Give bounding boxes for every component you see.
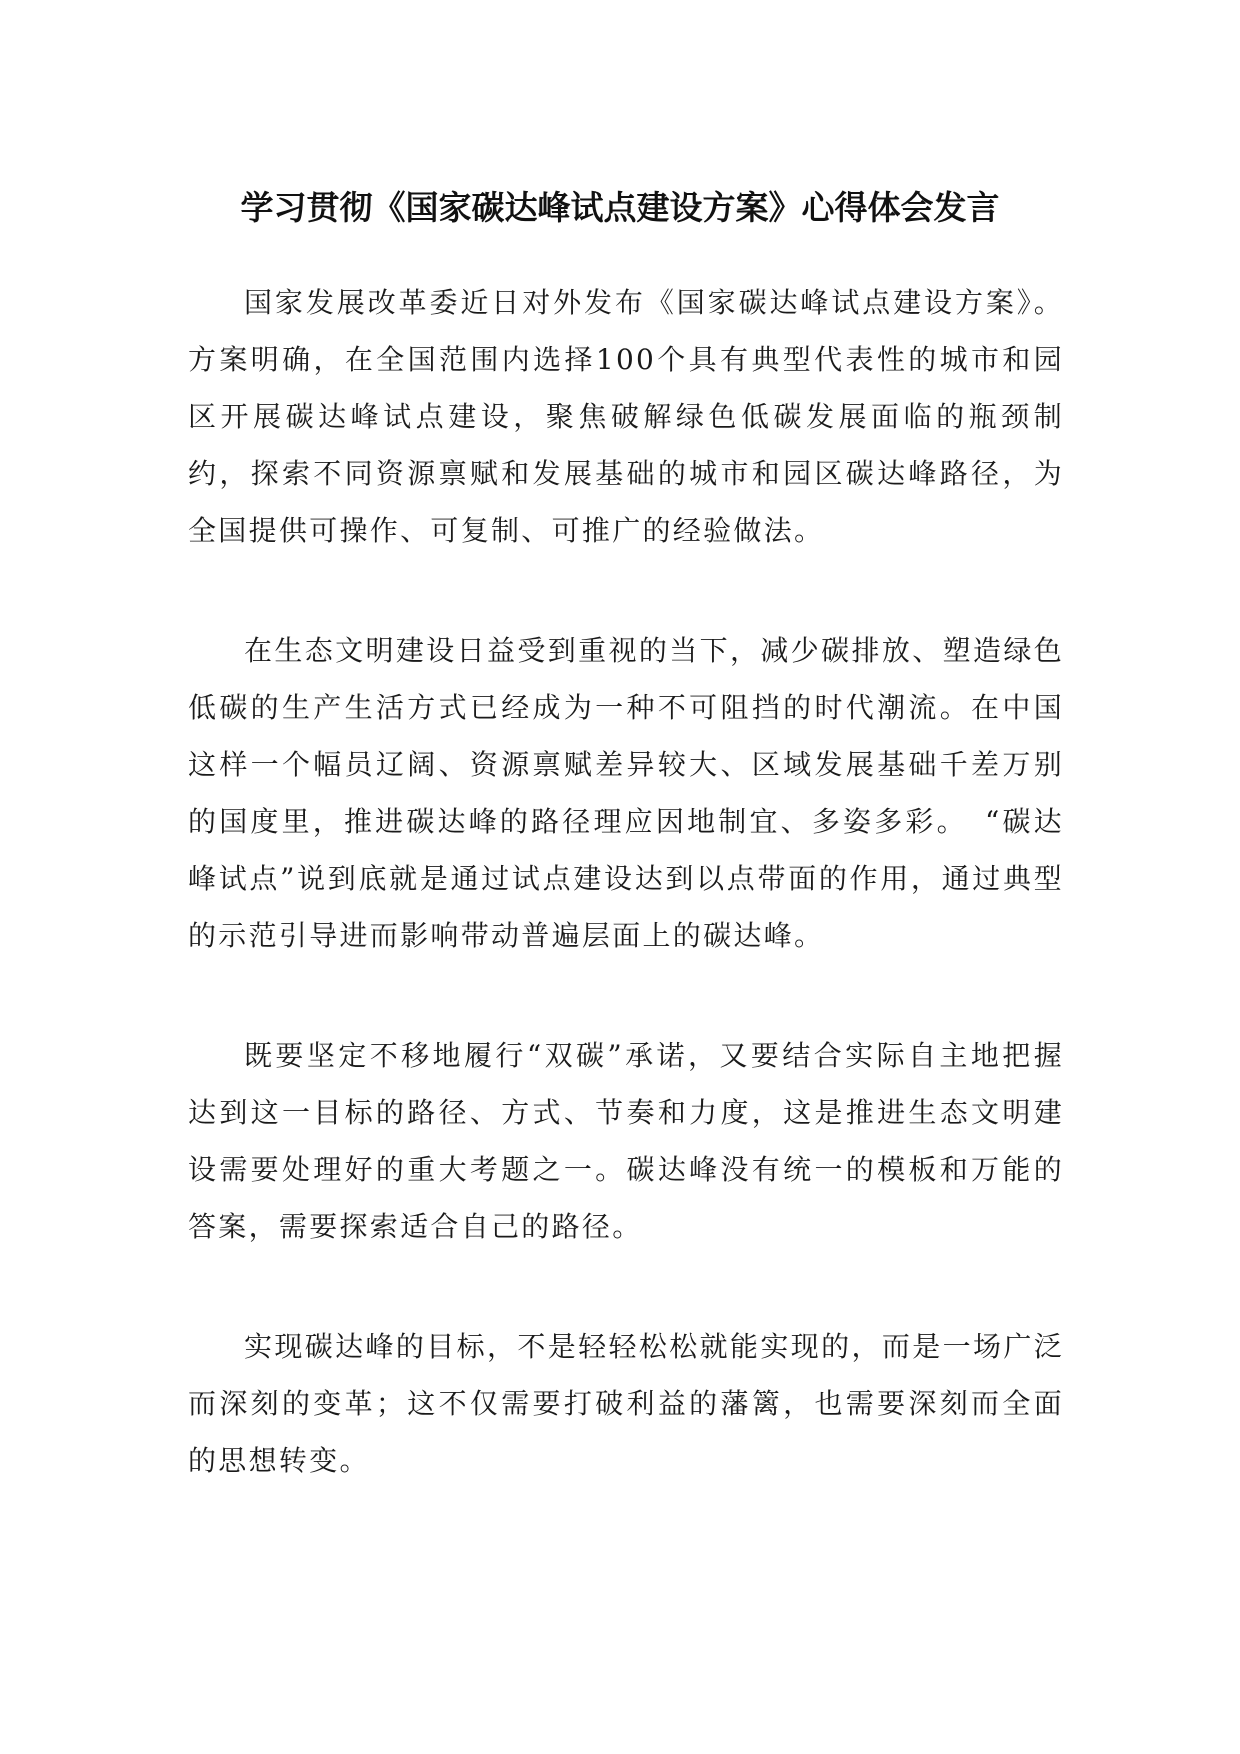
paragraph-4: 实现碳达峰的目标，不是轻轻松松就能实现的，而是一场广泛而深刻的变革；这不仅需要打破利益的藩篱，也需要深刻而全面的思想转变。 bbox=[188, 1330, 1064, 1477]
document-title: 学习贯彻《国家碳达峰试点建设方案》心得体会发言 bbox=[240, 188, 1000, 227]
document-body bbox=[188, 274, 1064, 1489]
paragraph-3: 既要坚定不移地履行“双碳”承诺，又要结合实际自主地把握达到这一目标的路径、方式、节奏和力度，这是推进生态文明建设需要处理好的重大考题之一。碳达峰没有统一的模板和万能的答案，需要探索适合自己的路径。 bbox=[188, 1039, 1064, 1243]
paragraph-1: 国家发展改革委近日对外发布《国家碳达峰试点建设方案》。方案明确，在全国范围内选择100个具有典型代表性的城市和园区开展碳达峰试点建设，聚焦破解绿色低碳发展面临的瓶颈制约，探索不同资源禀赋和发展基础的城市和园区碳达峰路径，为全国提供可操作、可复制、可推广的经验做法。 bbox=[188, 286, 1064, 547]
paragraph-2: 在生态文明建设日益受到重视的当下，减少碳排放、塑造绿色低碳的生产生活方式已经成为一种不可阻挡的时代潮流。在中国这样一个幅员辽阔、资源禀赋差异较大、区域发展基础千差万别的国度里，推进碳达峰的路径理应因地制宜、多姿多彩。 “碳达峰试点”说到底就是通过试点建设达到以点带面的作用，通过典型的示范引导进而影响带动普遍层面上的碳达峰。 bbox=[188, 634, 1064, 952]
